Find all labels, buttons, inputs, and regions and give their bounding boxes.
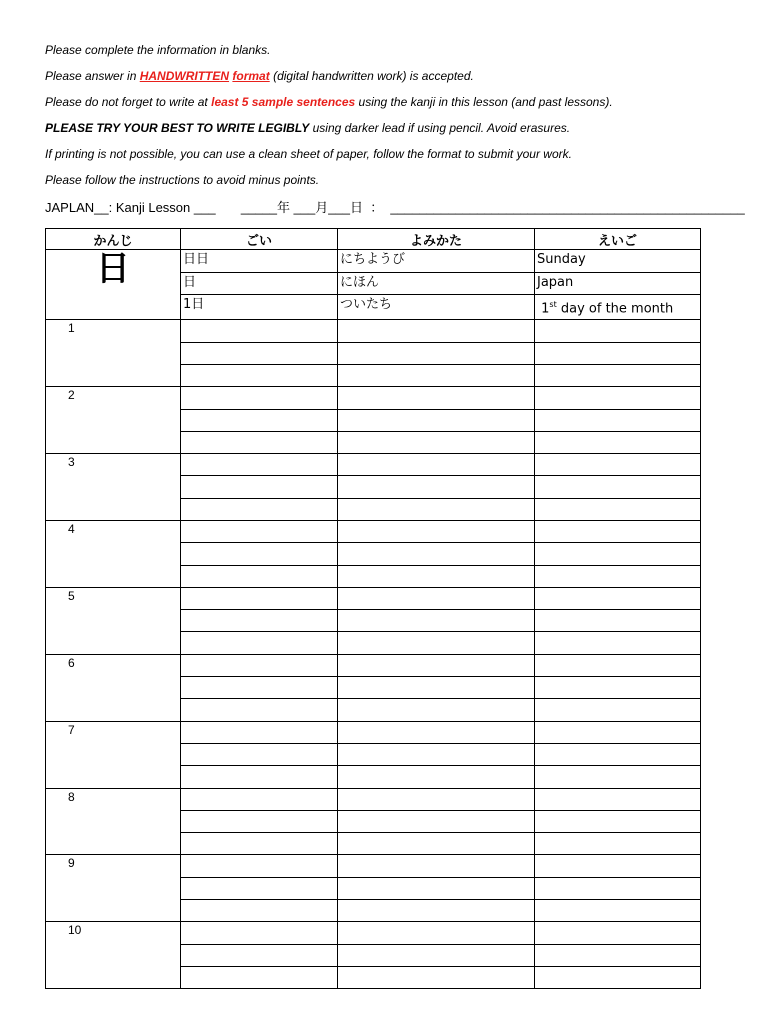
- eigo-field[interactable]: [535, 387, 701, 409]
- entry-number: 1: [68, 321, 75, 336]
- instruction-line-2: [45, 66, 735, 92]
- entry-number: 2: [68, 388, 75, 403]
- eigo-field[interactable]: [535, 498, 701, 520]
- yomikata-field[interactable]: [338, 587, 535, 609]
- goi-field[interactable]: [181, 431, 338, 453]
- goi-field[interactable]: [181, 743, 338, 765]
- eigo-field[interactable]: [535, 721, 701, 743]
- example-goi: 日日: [181, 250, 338, 273]
- entry-number-cell[interactable]: [46, 721, 181, 788]
- goi-field[interactable]: [181, 543, 338, 565]
- yomikata-field[interactable]: [338, 320, 535, 342]
- goi-field[interactable]: [181, 877, 338, 899]
- eigo-field[interactable]: [535, 476, 701, 498]
- eigo-field[interactable]: [535, 610, 701, 632]
- entry-number: 5: [68, 588, 75, 603]
- entry-number: 7: [68, 722, 75, 737]
- goi-field[interactable]: [181, 855, 338, 877]
- eigo-field[interactable]: [535, 543, 701, 565]
- goi-field[interactable]: [181, 966, 338, 988]
- eigo-field[interactable]: [535, 877, 701, 899]
- entry-row: [46, 721, 701, 743]
- goi-field[interactable]: [181, 521, 338, 543]
- instruction-text: Please do not forget to write at: [45, 95, 212, 109]
- yomikata-field[interactable]: [338, 610, 535, 632]
- entry-number-cell[interactable]: [46, 454, 181, 521]
- eigo-field[interactable]: [535, 966, 701, 988]
- eigo-field[interactable]: [535, 900, 701, 922]
- eigo-field[interactable]: [535, 922, 701, 944]
- eigo-field[interactable]: [535, 565, 701, 587]
- header-yomikata: よみかた: [338, 229, 535, 250]
- instruction-text: Please answer in: [45, 69, 140, 83]
- eigo-field[interactable]: [535, 342, 701, 364]
- eigo-field[interactable]: [535, 677, 701, 699]
- goi-field[interactable]: [181, 788, 338, 810]
- table-header-row: [46, 229, 701, 250]
- goi-field[interactable]: [181, 677, 338, 699]
- yomikata-field[interactable]: [338, 431, 535, 453]
- example-row: [46, 250, 701, 273]
- eigo-field[interactable]: [535, 320, 701, 342]
- goi-field[interactable]: [181, 454, 338, 476]
- yomikata-field[interactable]: [338, 721, 535, 743]
- sample-sentences-emphasis: least 5 sample sentences: [211, 95, 356, 109]
- entry-number-cell[interactable]: [46, 387, 181, 454]
- goi-field[interactable]: [181, 900, 338, 922]
- instructions: [45, 40, 735, 196]
- instruction-text: using the kanji in this lesson (and past lessons).: [355, 95, 613, 109]
- goi-field[interactable]: [181, 476, 338, 498]
- goi-field[interactable]: [181, 654, 338, 676]
- entry-number: 3: [68, 455, 75, 470]
- ordinal-rest: day of the month: [556, 301, 674, 317]
- eigo-field[interactable]: [535, 409, 701, 431]
- instruction-text: If printing is not possible, you can use a clean sheet of paper, follow the format to submit your work.: [45, 147, 572, 161]
- entry-number: 4: [68, 522, 75, 536]
- eigo-field[interactable]: [535, 699, 701, 721]
- eigo-field[interactable]: [535, 743, 701, 765]
- lesson-kanji: 日: [96, 249, 130, 289]
- goi-field[interactable]: [181, 721, 338, 743]
- example-yomikata: にほん: [338, 272, 535, 295]
- goi-field[interactable]: [181, 364, 338, 386]
- goi-field[interactable]: [181, 342, 338, 364]
- format-emphasis: format: [232, 69, 270, 83]
- instruction-text: using darker lead if using pencil. Avoid erasures.: [309, 121, 571, 135]
- goi-field[interactable]: [181, 766, 338, 788]
- goi-field[interactable]: [181, 587, 338, 609]
- yomikata-field[interactable]: [338, 743, 535, 765]
- yomikata-field[interactable]: [338, 454, 535, 476]
- goi-field[interactable]: [181, 944, 338, 966]
- example-eigo: Sunday: [535, 250, 701, 273]
- entry-number: 8: [68, 789, 75, 804]
- yomikata-field[interactable]: [338, 944, 535, 966]
- yomikata-field[interactable]: [338, 543, 535, 565]
- entry-number-cell[interactable]: [46, 788, 181, 855]
- eigo-field[interactable]: [535, 364, 701, 386]
- eigo-field[interactable]: [535, 521, 701, 543]
- instruction-line-3: [45, 92, 735, 118]
- instruction-text: Please complete the information in blanks.: [45, 43, 271, 57]
- entry-number: 6: [68, 655, 75, 670]
- entry-number: 10: [68, 923, 82, 938]
- entry-number-cell[interactable]: [46, 320, 181, 387]
- instruction-line-5: [45, 144, 735, 170]
- goi-field[interactable]: [181, 320, 338, 342]
- yomikata-field[interactable]: [338, 632, 535, 654]
- yomikata-field[interactable]: [338, 521, 535, 543]
- yomikata-field[interactable]: [338, 810, 535, 832]
- example-eigo: [535, 295, 701, 320]
- goi-field[interactable]: [181, 810, 338, 832]
- instruction-line-4: [45, 118, 735, 144]
- entry-number-cell[interactable]: [46, 922, 181, 989]
- entry-row: [46, 855, 701, 877]
- yomikata-field[interactable]: [338, 476, 535, 498]
- lesson-header-line[interactable]: JAPLAN__: Kanji Lesson ___ _____年 ___月___日 ： _________________________________________________: [45, 200, 745, 215]
- goi-field[interactable]: [181, 498, 338, 520]
- legibly-emphasis: PLEASE TRY YOUR BEST TO WRITE LEGIBLY: [45, 121, 310, 135]
- entry-row: [46, 922, 701, 944]
- yomikata-field[interactable]: [338, 677, 535, 699]
- goi-field[interactable]: [181, 922, 338, 944]
- yomikata-field[interactable]: [338, 922, 535, 944]
- yomikata-field[interactable]: [338, 766, 535, 788]
- yomikata-field[interactable]: [338, 833, 535, 855]
- example-yomikata: ついたち: [338, 295, 535, 320]
- goi-field[interactable]: [181, 632, 338, 654]
- entry-row: [46, 587, 701, 609]
- goi-field[interactable]: [181, 610, 338, 632]
- instruction-line-1: [45, 40, 735, 66]
- eigo-field[interactable]: [535, 587, 701, 609]
- example-yomikata: にちようび: [338, 250, 535, 273]
- yomikata-field[interactable]: [338, 877, 535, 899]
- entry-number-cell[interactable]: [46, 654, 181, 721]
- ordinal-number: 1: [541, 301, 550, 317]
- entry-number: 9: [68, 856, 75, 871]
- yomikata-field[interactable]: [338, 900, 535, 922]
- yomikata-field[interactable]: [338, 855, 535, 877]
- instruction-text: (digital handwritten work) is accepted.: [269, 69, 474, 83]
- entry-number-cell[interactable]: [46, 521, 181, 588]
- entry-row: [46, 654, 701, 676]
- entry-number-cell[interactable]: [46, 855, 181, 922]
- eigo-field[interactable]: [535, 944, 701, 966]
- entry-number-cell[interactable]: [46, 587, 181, 654]
- yomikata-field[interactable]: [338, 342, 535, 364]
- header-goi: ごい: [181, 229, 338, 250]
- example-goi: 日: [181, 272, 338, 295]
- yomikata-field[interactable]: [338, 409, 535, 431]
- yomikata-field[interactable]: [338, 565, 535, 587]
- eigo-field[interactable]: [535, 810, 701, 832]
- goi-field[interactable]: [181, 833, 338, 855]
- yomikata-field[interactable]: [338, 498, 535, 520]
- kanji-cell: [46, 250, 181, 320]
- entry-row: [46, 387, 701, 409]
- instruction-text: Please follow the instructions to avoid minus points.: [45, 173, 320, 187]
- header-eigo: えいご: [535, 229, 701, 250]
- eigo-field[interactable]: [535, 431, 701, 453]
- goi-field[interactable]: [181, 565, 338, 587]
- yomikata-field[interactable]: [338, 699, 535, 721]
- kanji-worksheet-table: [45, 228, 701, 989]
- example-goi: 1日: [181, 295, 338, 320]
- entry-row: [46, 788, 701, 810]
- goi-field[interactable]: [181, 409, 338, 431]
- eigo-field[interactable]: [535, 788, 701, 810]
- eigo-field[interactable]: [535, 855, 701, 877]
- eigo-field[interactable]: [535, 454, 701, 476]
- ordinal-suffix: st: [549, 300, 557, 309]
- yomikata-field[interactable]: [338, 966, 535, 988]
- eigo-field[interactable]: [535, 632, 701, 654]
- handwritten-emphasis: HANDWRITTEN: [139, 69, 230, 83]
- yomikata-field[interactable]: [338, 387, 535, 409]
- yomikata-field[interactable]: [338, 788, 535, 810]
- yomikata-field[interactable]: [338, 654, 535, 676]
- eigo-field[interactable]: [535, 654, 701, 676]
- entry-row: [46, 521, 701, 543]
- yomikata-field[interactable]: [338, 364, 535, 386]
- entry-row: [46, 320, 701, 342]
- entry-row: [46, 454, 701, 476]
- goi-field[interactable]: [181, 387, 338, 409]
- header-kanji: かんじ: [46, 229, 181, 250]
- goi-field[interactable]: [181, 699, 338, 721]
- instruction-line-6: [45, 170, 735, 196]
- example-eigo: Japan: [535, 272, 701, 295]
- eigo-field[interactable]: [535, 766, 701, 788]
- eigo-field[interactable]: [535, 833, 701, 855]
